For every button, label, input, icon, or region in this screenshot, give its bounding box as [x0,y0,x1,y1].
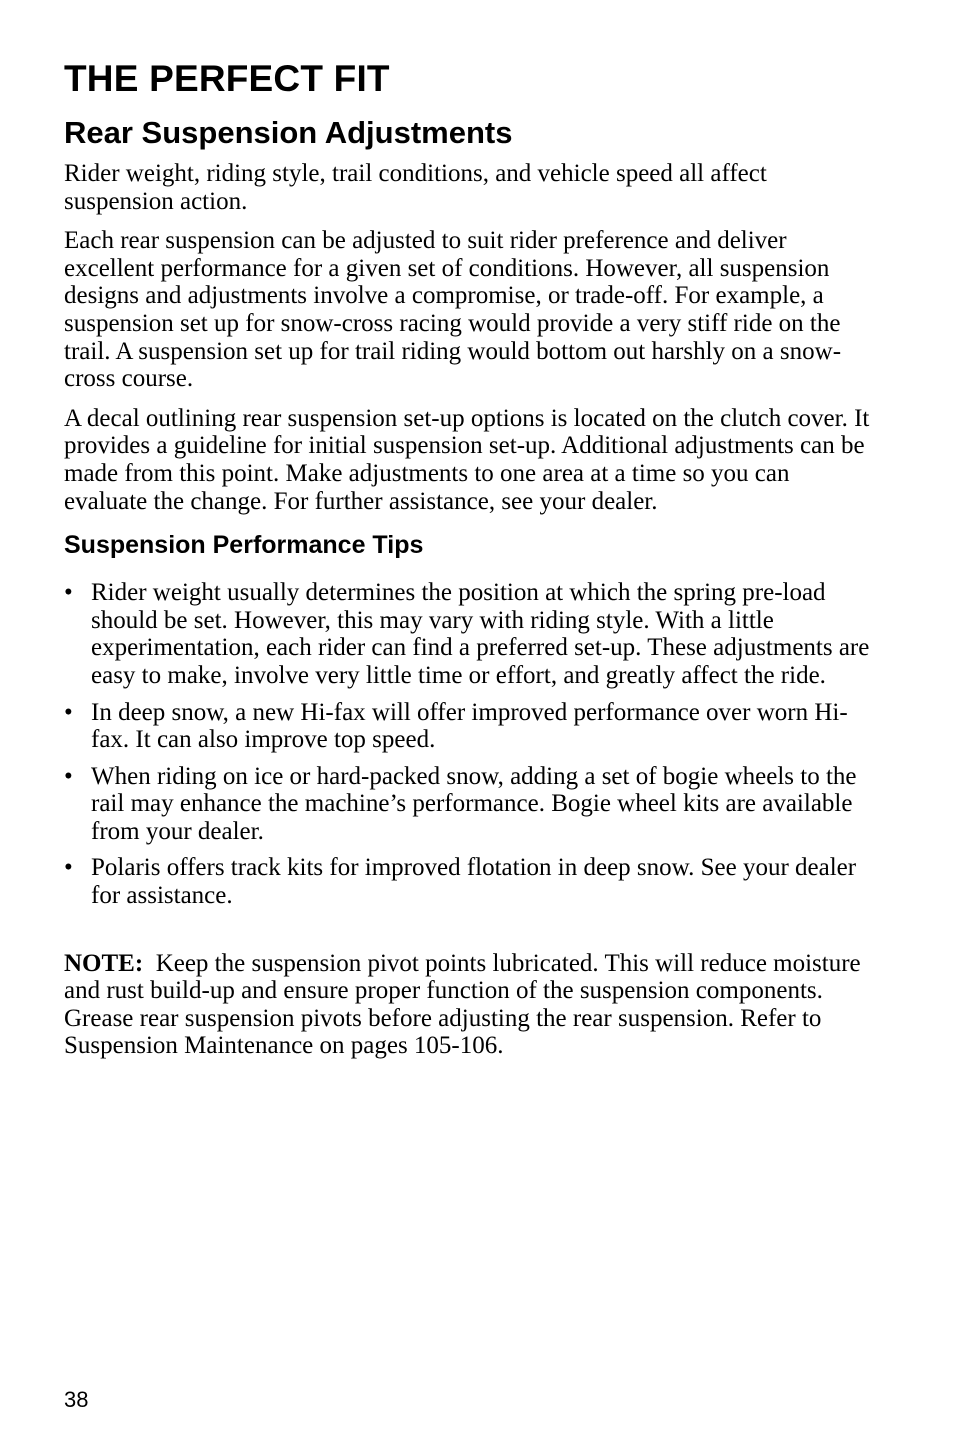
subsection-title-tips: Suspension Performance Tips [64,531,424,560]
tip-text: Polaris offers track kits for improved flotation in deep snow. See your dealer for assistance. [91,854,857,910]
list-item [64,579,874,689]
page-title: THE PERFECT FIT [64,58,390,99]
bullet-icon: • [64,579,73,607]
note-paragraph [64,950,874,1060]
list-item [64,763,874,846]
note-label: NOTE: [64,949,144,977]
bullet-icon: • [64,762,73,790]
bullet-icon: • [64,698,73,726]
paragraph-intro: Rider weight, riding style, trail conditions, and vehicle speed all affect suspension action. [64,160,767,215]
list-item [64,854,874,909]
section-title-rear-suspension: Rear Suspension Adjustments [64,115,513,150]
tips-list [64,579,874,910]
tip-text: When riding on ice or hard-packed snow, adding a set of bogie wheels to the rail may enhance the machine’s performance. Bogie wheel kits are available from your dealer. [91,762,857,845]
note-text: Keep the suspension pivot points lubricated. This will reduce moisture and rust build-up and ensure proper function of the suspension components. Grease rear suspension pivots before adjusting the rear suspension. Refer to Suspension Maintenance on pages 105-106. [64,949,861,1060]
tip-text: In deep snow, a new Hi-fax will offer improved performance over worn Hi-fax. It can also improve top speed. [91,698,848,754]
page-number: 38 [64,1387,89,1412]
list-item [64,699,874,754]
paragraph-decal: A decal outlining rear suspension set-up options is located on the clutch cover. It provides a guideline for initial suspension set-up. Additional adjustments can be made from this point. Make adjustments to one area at a time so you can evaluate the change. For further assistance, see your dealer. [64,404,870,515]
bullet-icon: • [64,854,73,882]
paragraph-adjustment: Each rear suspension can be adjusted to suit rider preference and deliver excellent performance for a given set of conditions. However, all suspension designs and adjustments involve a compromise, or trade-off. For example, a suspension set up for snow-cross racing would provide a very stiff ride on the trail. A suspension set up for trail riding would bottom out harshly on a snow-cross course. [64,227,842,393]
page-content [64,56,874,1072]
tip-text: Rider weight usually determines the position at which the spring pre-load should be set. However, this may vary with riding style. With a little experimentation, each rider can find a preferred set-up. These adjustments are easy to make, involve very little time or effort, and greatly affect the ride. [91,579,870,689]
